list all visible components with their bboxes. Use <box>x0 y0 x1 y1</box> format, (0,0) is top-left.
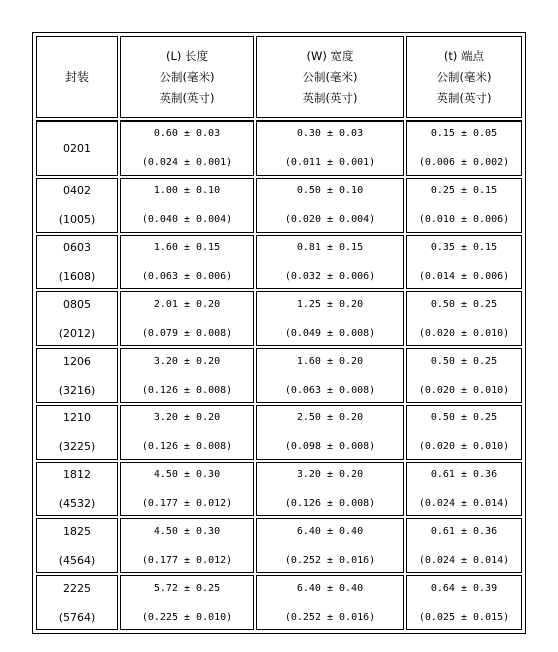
length-metric: 5.72 ± 0.25 <box>153 582 221 594</box>
terminal-cell <box>406 178 522 233</box>
width-metric: 6.40 ± 0.40 <box>296 525 364 537</box>
length-imperial: (0.126 ± 0.008) <box>141 441 233 453</box>
length-imperial: (0.079 ± 0.008) <box>141 327 233 339</box>
width-imperial: (0.049 ± 0.008) <box>284 327 376 339</box>
length-imperial: (0.126 ± 0.008) <box>141 384 233 396</box>
package-code: 0402 <box>63 184 91 198</box>
length-imperial: (0.177 ± 0.012) <box>141 498 233 510</box>
header-width-metric: 公制(毫米) <box>302 69 358 84</box>
length-metric: 3.20 ± 0.20 <box>153 412 221 424</box>
terminal-cell <box>406 518 522 573</box>
length-cell <box>120 291 254 346</box>
width-cell <box>256 405 404 460</box>
table-row <box>36 178 522 233</box>
length-metric: 4.50 ± 0.30 <box>153 469 221 481</box>
terminal-imperial: (0.020 ± 0.010) <box>418 327 510 339</box>
terminal-imperial: (0.024 ± 0.014) <box>418 498 510 510</box>
width-cell <box>256 348 404 403</box>
header-length-title: (L) 长度 <box>165 48 209 63</box>
length-cell <box>120 518 254 573</box>
width-metric: 3.20 ± 0.20 <box>296 469 364 481</box>
length-cell <box>120 120 254 176</box>
terminal-imperial: (0.025 ± 0.015) <box>418 611 510 623</box>
terminal-metric: 0.64 ± 0.39 <box>430 582 498 594</box>
package-metric-code: (4564) <box>58 553 96 567</box>
package-cell <box>36 575 118 630</box>
length-metric: 1.60 ± 0.15 <box>153 242 221 254</box>
length-cell <box>120 575 254 630</box>
package-metric-code: (1005) <box>58 213 96 227</box>
width-metric: 0.30 ± 0.03 <box>296 128 364 140</box>
table-row <box>36 405 522 460</box>
package-cell <box>36 462 118 517</box>
width-metric: 0.50 ± 0.10 <box>296 185 364 197</box>
table-row <box>36 462 522 517</box>
table-row <box>36 518 522 573</box>
package-cell <box>36 405 118 460</box>
width-imperial: (0.098 ± 0.008) <box>284 441 376 453</box>
terminal-cell <box>406 348 522 403</box>
length-cell <box>120 405 254 460</box>
package-code: 1812 <box>63 468 91 482</box>
package-cell <box>36 178 118 233</box>
package-code: 0201 <box>63 141 91 155</box>
width-imperial: (0.032 ± 0.006) <box>284 271 376 283</box>
terminal-imperial: (0.014 ± 0.006) <box>418 271 510 283</box>
terminal-metric: 0.50 ± 0.25 <box>430 412 498 424</box>
width-imperial: (0.011 ± 0.001) <box>284 157 376 169</box>
width-imperial: (0.126 ± 0.008) <box>284 498 376 510</box>
package-code: 0805 <box>63 297 91 311</box>
package-cell <box>36 120 118 176</box>
length-imperial: (0.177 ± 0.012) <box>141 554 233 566</box>
terminal-metric: 0.50 ± 0.25 <box>430 355 498 367</box>
length-metric: 1.00 ± 0.10 <box>153 185 221 197</box>
terminal-metric: 0.15 ± 0.05 <box>430 128 498 140</box>
width-imperial: (0.252 ± 0.016) <box>284 554 376 566</box>
length-metric: 4.50 ± 0.30 <box>153 525 221 537</box>
width-cell <box>256 291 404 346</box>
terminal-metric: 0.61 ± 0.36 <box>430 469 498 481</box>
width-cell <box>256 462 404 517</box>
terminal-cell <box>406 405 522 460</box>
terminal-imperial: (0.010 ± 0.006) <box>418 214 510 226</box>
width-cell <box>256 120 404 176</box>
package-metric-code: (4532) <box>58 497 96 511</box>
width-cell <box>256 575 404 630</box>
table-row <box>36 575 522 630</box>
width-metric: 1.25 ± 0.20 <box>296 298 364 310</box>
terminal-cell <box>406 575 522 630</box>
header-terminal <box>406 36 522 118</box>
length-imperial: (0.225 ± 0.010) <box>141 611 233 623</box>
header-package <box>36 36 118 118</box>
package-metric-code: (3216) <box>58 383 96 397</box>
dimension-table-frame <box>32 32 526 634</box>
length-cell <box>120 348 254 403</box>
width-metric: 1.60 ± 0.20 <box>296 355 364 367</box>
width-imperial: (0.252 ± 0.016) <box>284 611 376 623</box>
package-code: 1825 <box>63 524 91 538</box>
header-length-metric: 公制(毫米) <box>159 69 215 84</box>
header-package-label: 封装 <box>64 69 89 84</box>
terminal-cell <box>406 291 522 346</box>
terminal-imperial: (0.020 ± 0.010) <box>418 384 510 396</box>
width-metric: 2.50 ± 0.20 <box>296 412 364 424</box>
length-metric: 0.60 ± 0.03 <box>153 128 221 140</box>
package-metric-code: (1608) <box>58 270 96 284</box>
terminal-imperial: (0.024 ± 0.014) <box>418 554 510 566</box>
terminal-metric: 0.25 ± 0.15 <box>430 185 498 197</box>
table-row <box>36 120 522 176</box>
terminal-cell <box>406 235 522 290</box>
header-width-imperial: 英制(英寸) <box>302 90 358 105</box>
length-cell <box>120 178 254 233</box>
width-metric: 6.40 ± 0.40 <box>296 582 364 594</box>
header-width-title: (W) 宽度 <box>306 48 354 63</box>
length-cell <box>120 235 254 290</box>
width-cell <box>256 178 404 233</box>
dimension-table <box>34 34 524 632</box>
table-row <box>36 291 522 346</box>
package-metric-code: (2012) <box>58 326 96 340</box>
width-cell <box>256 518 404 573</box>
length-cell <box>120 462 254 517</box>
length-metric: 3.20 ± 0.20 <box>153 355 221 367</box>
terminal-imperial: (0.020 ± 0.010) <box>418 441 510 453</box>
table-row <box>36 235 522 290</box>
terminal-cell <box>406 462 522 517</box>
package-cell <box>36 291 118 346</box>
header-terminal-imperial: 英制(英寸) <box>436 90 492 105</box>
width-imperial: (0.063 ± 0.008) <box>284 384 376 396</box>
package-cell <box>36 235 118 290</box>
package-code: 0603 <box>63 241 91 255</box>
header-length <box>120 36 254 118</box>
width-metric: 0.81 ± 0.15 <box>296 242 364 254</box>
header-width <box>256 36 404 118</box>
package-cell <box>36 518 118 573</box>
header-terminal-metric: 公制(毫米) <box>436 69 492 84</box>
table-header <box>36 36 522 118</box>
header-length-imperial: 英制(英寸) <box>159 90 215 105</box>
width-imperial: (0.020 ± 0.004) <box>284 214 376 226</box>
header-terminal-title: (t) 端点 <box>443 48 485 63</box>
width-cell <box>256 235 404 290</box>
terminal-imperial: (0.006 ± 0.002) <box>418 157 510 169</box>
table-row <box>36 348 522 403</box>
package-metric-code: (5764) <box>58 610 96 624</box>
package-code: 1206 <box>63 354 91 368</box>
terminal-metric: 0.35 ± 0.15 <box>430 242 498 254</box>
terminal-metric: 0.50 ± 0.25 <box>430 298 498 310</box>
length-imperial: (0.063 ± 0.006) <box>141 271 233 283</box>
terminal-metric: 0.61 ± 0.36 <box>430 525 498 537</box>
package-cell <box>36 348 118 403</box>
length-imperial: (0.024 ± 0.001) <box>141 157 233 169</box>
package-metric-code: (3225) <box>58 440 96 454</box>
package-code: 1210 <box>63 411 91 425</box>
terminal-cell <box>406 120 522 176</box>
length-metric: 2.01 ± 0.20 <box>153 298 221 310</box>
package-code: 2225 <box>63 581 91 595</box>
length-imperial: (0.040 ± 0.004) <box>141 214 233 226</box>
